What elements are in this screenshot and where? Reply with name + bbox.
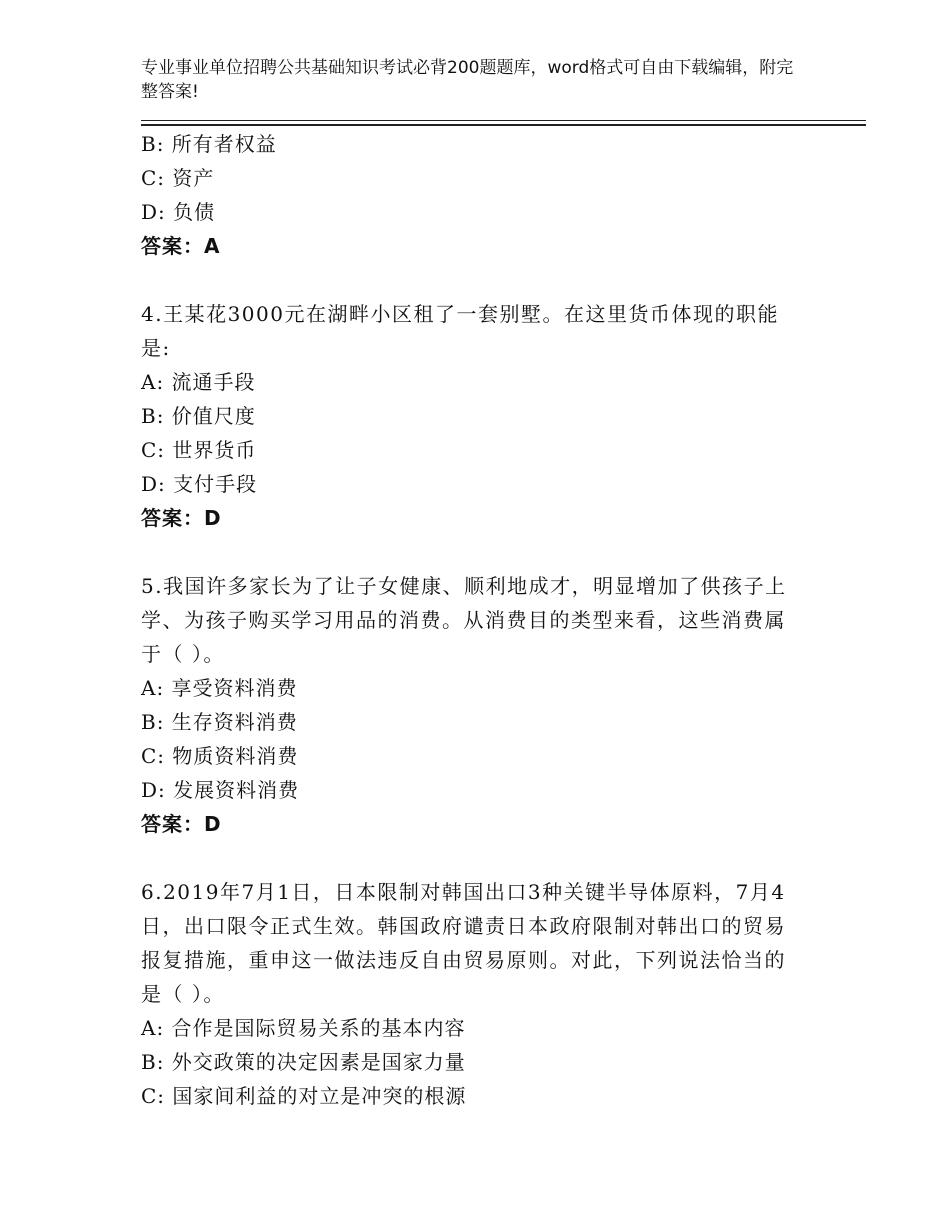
question-stem-line: 日，出口限令正式生效。韩国政府谴责日本政府限制对韩出口的贸易 [141, 914, 786, 938]
question-5 [141, 569, 801, 841]
question-stem-line: 4.王某花3000元在湖畔小区租了一套别墅。在这里货币体现的职能 [141, 302, 779, 326]
question-3 [141, 127, 801, 263]
option-b: B: 生存资料消费 [141, 710, 298, 734]
question-content [141, 127, 801, 1113]
answer-line: 答案：D [141, 812, 222, 836]
header-divider-thin [141, 120, 866, 121]
question-4 [141, 297, 801, 535]
option-a: A: 流通手段 [141, 370, 256, 394]
question-stem-line: 6.2019年7月1日，日本限制对韩国出口3种关键半导体原料，7月4 [141, 880, 786, 904]
question-stem-line: 学、为孩子购买学习用品的消费。从消费目的类型来看，这些消费属 [141, 608, 786, 632]
option-c: C: 世界货币 [141, 438, 257, 462]
header-text: 专业事业单位招聘公共基础知识考试必背200题题库，word格式可自由下载编辑，附完整答案! [141, 58, 794, 102]
question-stem-line: 是（ ）。 [141, 982, 225, 1006]
spacer [141, 263, 801, 297]
option-c: C: 国家间利益的对立是冲突的根源 [141, 1084, 467, 1108]
question-stem-line: 是: [141, 336, 171, 360]
spacer [141, 841, 801, 875]
spacer [141, 535, 801, 569]
option-d: D: 发展资料消费 [141, 778, 300, 802]
question-6 [141, 875, 801, 1113]
option-c: C: 物质资料消费 [141, 744, 299, 768]
option-b: B: 外交政策的决定因素是国家力量 [141, 1050, 466, 1074]
question-stem-line: 5.我国许多家长为了让子女健康、顺利地成才，明显增加了供孩子上 [141, 574, 787, 598]
option-c: C: 资产 [141, 166, 215, 190]
option-d: D: 负债 [141, 200, 216, 224]
header-divider-thick [141, 124, 866, 126]
option-a: A: 合作是国际贸易关系的基本内容 [141, 1016, 466, 1040]
option-b: B: 价值尺度 [141, 404, 256, 428]
option-d: D: 支付手段 [141, 472, 258, 496]
question-stem-line: 于（ ）。 [141, 642, 225, 666]
document-header [141, 56, 801, 104]
option-b: B: 所有者权益 [141, 132, 277, 156]
answer-line: 答案：D [141, 506, 222, 530]
question-stem-line: 报复措施，重申这一做法违反自由贸易原则。对此，下列说法恰当的 [141, 948, 786, 972]
answer-line: 答案：A [141, 234, 221, 258]
option-a: A: 享受资料消费 [141, 676, 298, 700]
